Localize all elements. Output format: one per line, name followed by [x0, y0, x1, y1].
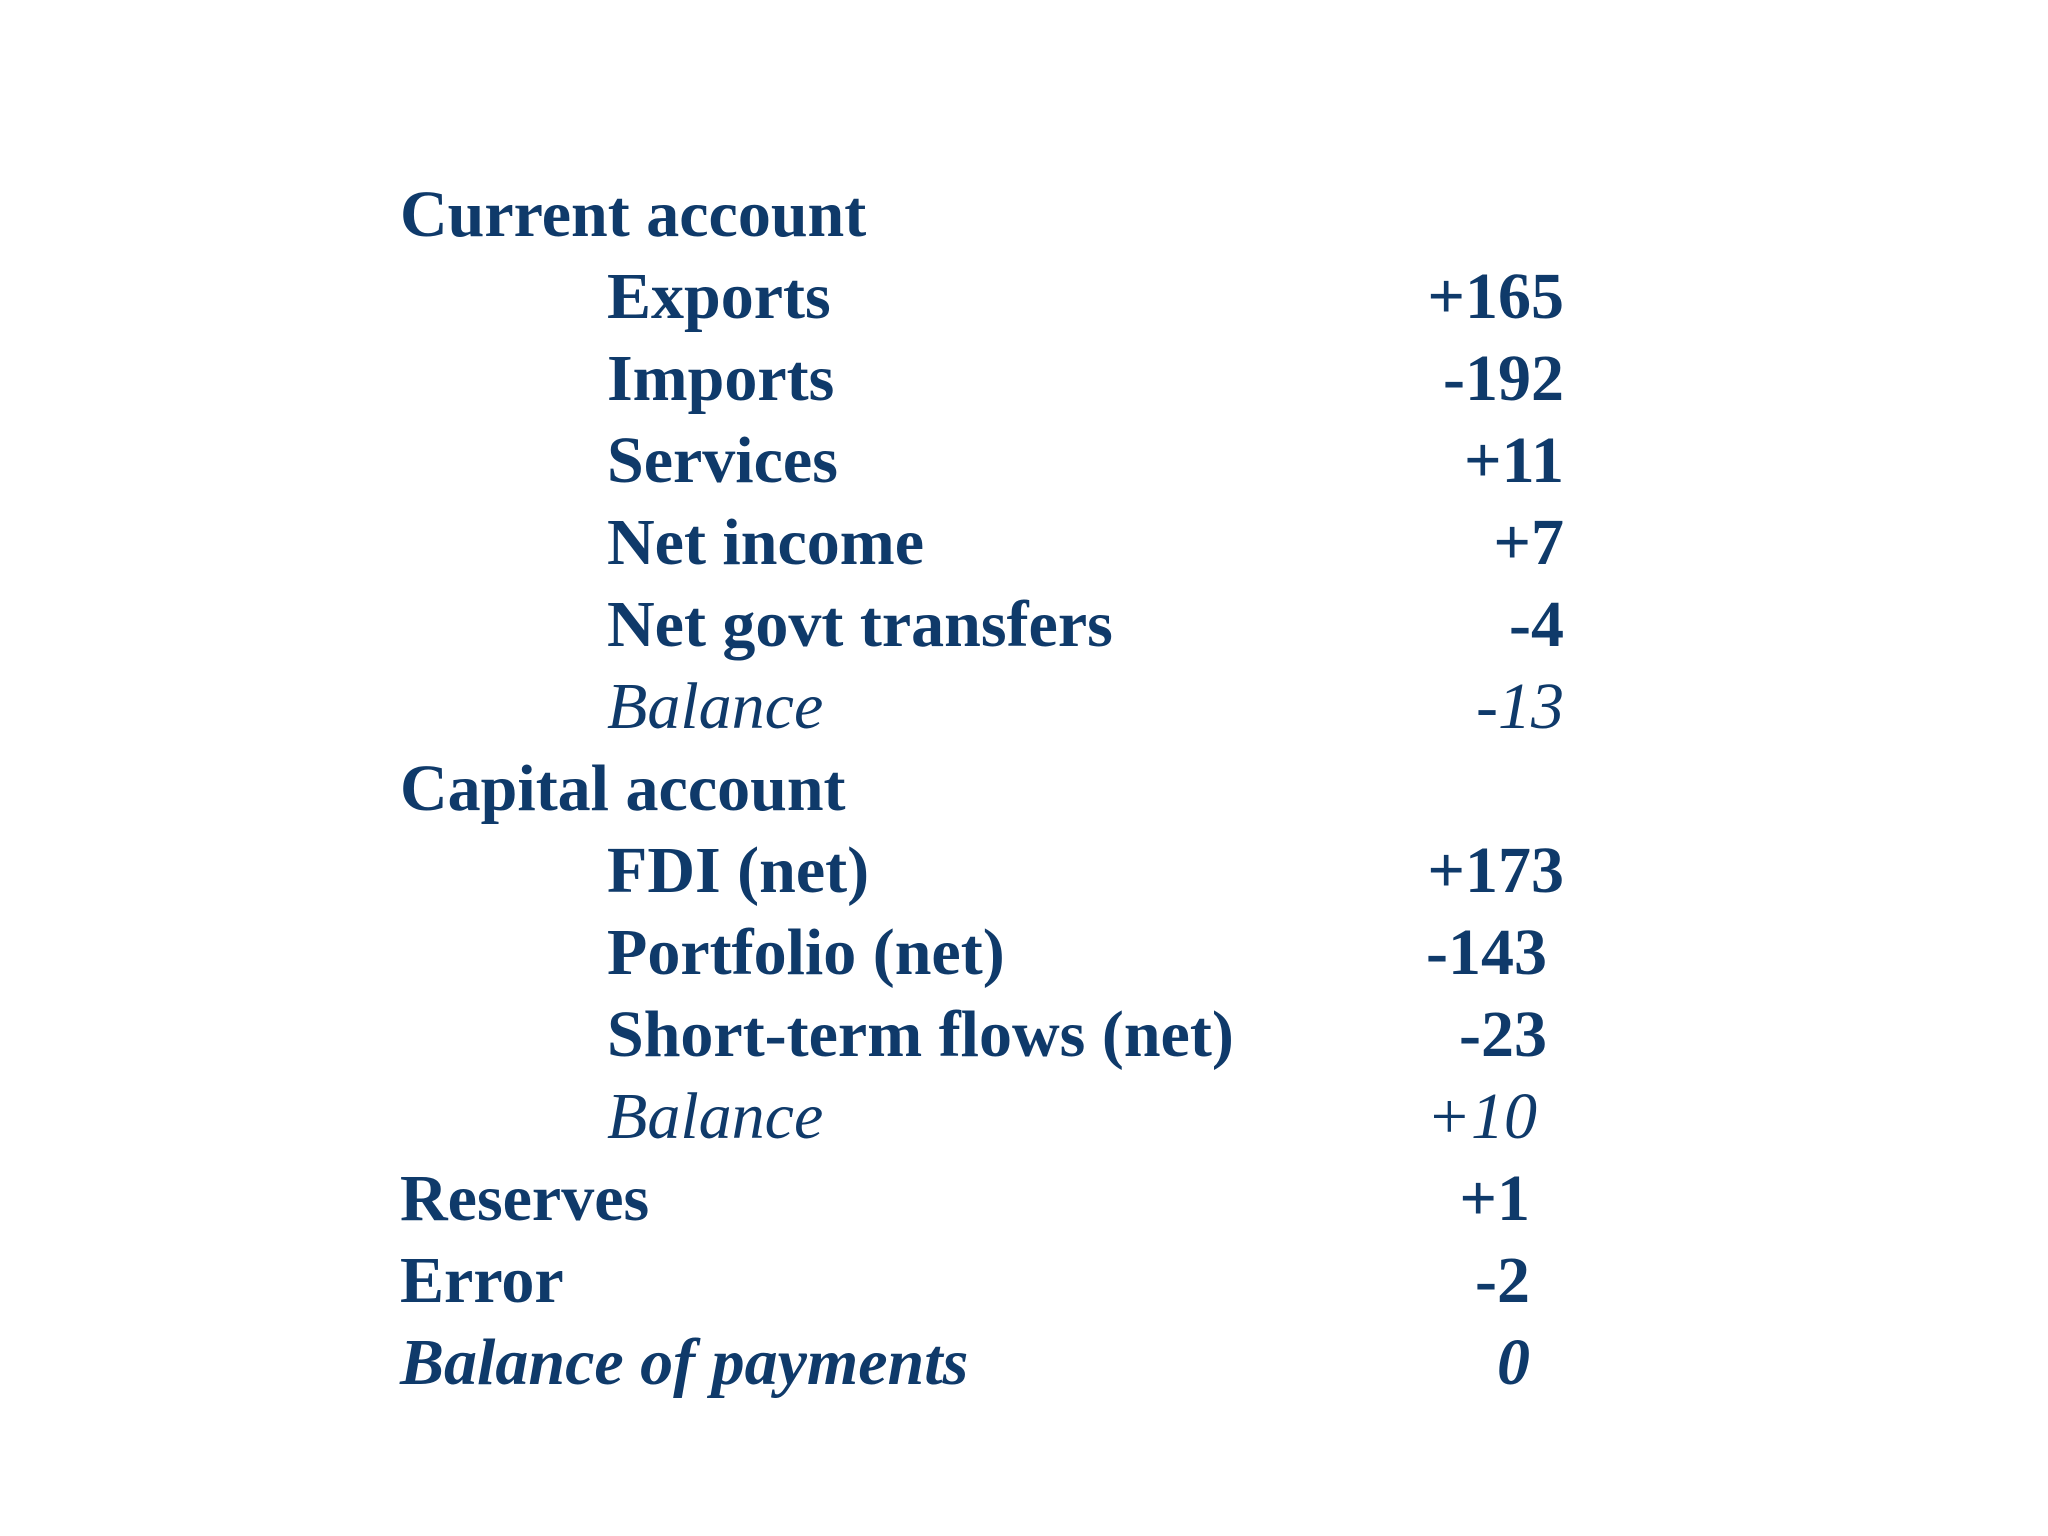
balance-of-payments-label: Balance of payments	[400, 1326, 969, 1399]
imports-value: -192	[1443, 342, 1564, 415]
net-income-row	[400, 503, 1600, 583]
net-income-value: +7	[1493, 506, 1564, 579]
fdi-row	[400, 831, 1600, 911]
reserves-label: Reserves	[400, 1162, 650, 1235]
services-row	[400, 421, 1600, 501]
services-value: +11	[1464, 424, 1564, 497]
exports-row	[400, 257, 1600, 337]
net-govt-transfers-value: -4	[1509, 588, 1564, 661]
net-income-label: Net income	[607, 506, 925, 579]
capital-account-balance-row	[400, 1077, 1600, 1157]
reserves-value: +1	[1459, 1162, 1530, 1235]
portfolio-label: Portfolio (net)	[607, 916, 1005, 989]
current-account-title: Current account	[400, 178, 867, 251]
error-row	[400, 1241, 1600, 1321]
short-term-flows-label: Short-term flows (net)	[607, 998, 1234, 1071]
exports-value: +165	[1427, 260, 1564, 333]
balance-of-payments-row	[400, 1323, 1600, 1403]
services-label: Services	[607, 424, 838, 497]
capital-account-balance-value: +10	[1426, 1080, 1537, 1153]
fdi-value: +173	[1427, 834, 1564, 907]
current-account-balance-value: -13	[1476, 670, 1564, 743]
current-account-balance-row	[400, 667, 1600, 747]
capital-account-header-row	[400, 749, 1600, 829]
net-govt-transfers-row	[400, 585, 1600, 665]
balance-of-payments-value: 0	[1497, 1326, 1530, 1399]
fdi-label: FDI (net)	[607, 834, 870, 907]
imports-row	[400, 339, 1600, 419]
reserves-row	[400, 1159, 1600, 1239]
error-label: Error	[400, 1244, 564, 1317]
balance-of-payments-table	[400, 175, 1600, 1425]
current-account-header-row	[400, 175, 1600, 255]
portfolio-value: -143	[1426, 916, 1547, 989]
short-term-flows-value: -23	[1459, 998, 1547, 1071]
net-govt-transfers-label: Net govt transfers	[607, 588, 1113, 661]
error-value: -2	[1475, 1244, 1530, 1317]
current-account-balance-label: Balance	[607, 670, 824, 743]
imports-label: Imports	[607, 342, 835, 415]
exports-label: Exports	[607, 260, 831, 333]
short-term-flows-row	[400, 995, 1600, 1075]
portfolio-row	[400, 913, 1600, 993]
capital-account-balance-label: Balance	[607, 1080, 824, 1153]
capital-account-title: Capital account	[400, 752, 846, 825]
